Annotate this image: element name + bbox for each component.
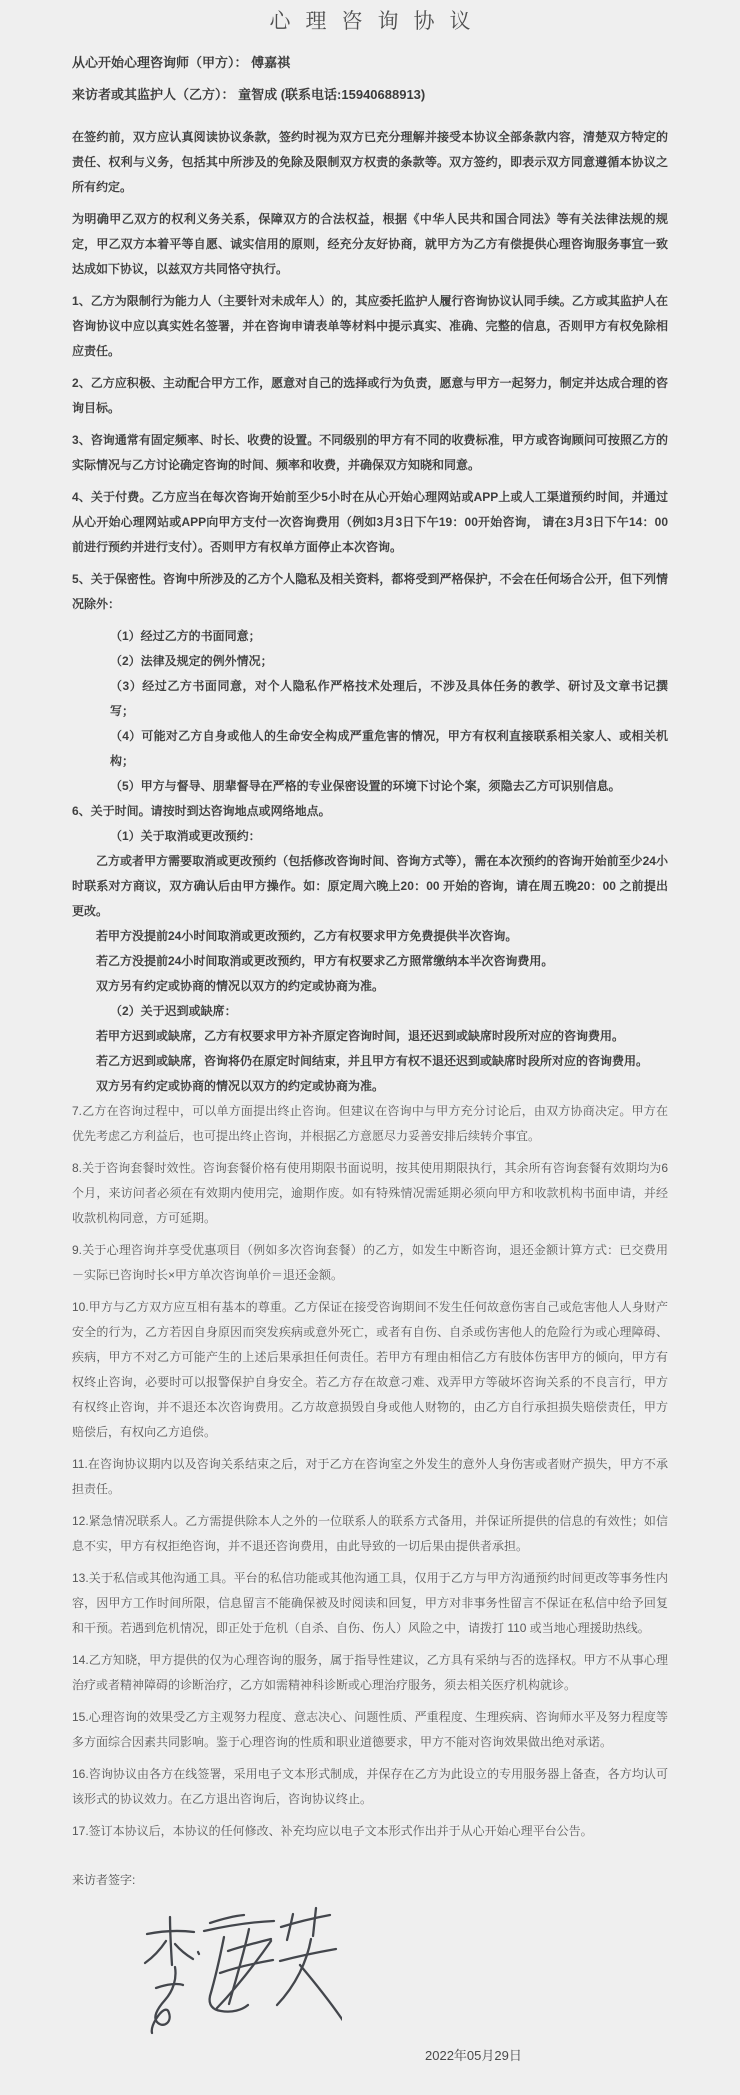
list-item: （3）经过乙方书面同意，对个人隐私作严格技术处理后，不涉及具体任务的教学、研讨及文章书记撰写； <box>110 679 668 718</box>
clause-6-sub2-line: 若甲方迟到或缺席，乙方有权要求甲方补齐原定咨询时间，退还迟到或缺席时段所对应的咨询费用。 <box>96 1029 625 1043</box>
signature-strokes <box>145 1908 342 2033</box>
clause-paragraph: 17.签订本协议后，本协议的任何修改、补充均应以电子文本形式作出并于从心开始心理平台公告。 <box>72 1824 593 1838</box>
clause-6-block <box>72 799 668 1099</box>
signature-label: 来访者签字: <box>72 1873 136 1887</box>
list-item: （2）法律及规定的例外情况； <box>110 654 273 668</box>
clause-paragraph: 7.乙方在咨询过程中，可以单方面提出终止咨询。但建议在咨询中与甲方充分讨论后，由双方协商决定。甲方在优先考虑乙方利益后，也可提出终止咨询，并根据乙方意愿尽力妥善安排后续转介事宜。 <box>72 1104 668 1143</box>
party-b-line: 来访者或其监护人（乙方）： 童智成 (联系电话:15940688913) <box>72 87 426 102</box>
clause-6-sub2-line: 若乙方迟到或缺席，咨询将仍在原定时间结束，并且甲方有权不退还迟到或缺席时段所对应的咨询费用。 <box>96 1054 649 1068</box>
clause-paragraph: 1、乙方为限制行为能力人（主要针对未成年人）的，其应委托监护人履行咨询协议认同手续。乙方或其监护人在咨询协议中应以真实姓名签署，并在咨询申请表单等材料中提示真实、准确、完整的信息，否则甲方有权免除相应责任。 <box>72 294 668 358</box>
clause-6-sub1-paragraph: 乙方或者甲方需要取消或更改预约（包括修改咨询时间、咨询方式等），需在本次预约的咨询开始前至少24小时联系对方商议，双方确认后由甲方操作。如：原定周六晚上20：00 开始的咨询，请在周五晚20：00 之前提出更改。 <box>72 854 668 918</box>
clause-6-sub1-line: 若甲方没提前24小时间取消或更改预约，乙方有权要求甲方免费提供半次咨询。 <box>96 929 518 943</box>
list-item: （1）经过乙方的书面同意； <box>110 629 261 643</box>
clause-paragraph: 4、关于付费。乙方应当在每次咨询开始前至少5小时在从心开始心理网站或APP上或人工渠道预约时间，并通过从心开始心理网站或APP向甲方支付一次咨询费用（例如3月3日下午19：00开始咨询， 请在3月3日下午14：00前进行预约并进行支付）。否则甲方有权单方面停止本次咨询。 <box>72 490 668 554</box>
clause-6-sub1-line: 双方另有约定或协商的情况以双方的约定或协商为准。 <box>96 979 385 993</box>
signature-handwriting <box>130 1901 342 2049</box>
clause-6-sub2-head: （2）关于迟到或缺席： <box>110 1004 237 1018</box>
page-title: 心理咨询协议 <box>269 10 486 33</box>
clause-paragraph: 9.关于心理咨询并享受优惠项目（例如多次咨询套餐）的乙方，如发生中断咨询，退还金额计算方式：已交费用－实际已咨询时长×甲方单次咨询单价＝退还金额。 <box>72 1243 668 1282</box>
clause-paragraph: 16.咨询协议由各方在线签署，采用电子文本形式制成，并保存在乙方为此设立的专用服务器上备查，各方均认可该形式的协议效力。在乙方退出咨询后，咨询协议终止。 <box>72 1767 668 1806</box>
clause-paragraph: 2、乙方应积极、主动配合甲方工作，愿意对自己的选择或行为负责，愿意与甲方一起努力，制定并达成合理的咨询目标。 <box>72 376 668 415</box>
clause-5-head: 5、关于保密性。咨询中所涉及的乙方个人隐私及相关资料，都将受到严格保护，不会在任何场合公开，但下列情况除外： <box>72 572 668 611</box>
clause-paragraph: 12.紧急情况联系人。乙方需提供除本人之外的一位联系人的联系方式备用，并保证所提供的信息的有效性；如信息不实，甲方有权拒绝咨询，并不退还咨询费用，由此导致的一切后果由提供者承担。 <box>72 1514 668 1553</box>
clause-paragraph: 13.关于私信或其他沟通工具。平台的私信功能或其他沟通工具，仅用于乙方与甲方沟通预约时间更改等事务性内容，因甲方工作时间所限，信息留言不能确保被及时阅读和回复，甲方对非事务性留言不保证在私信中给予回复和干预。若遇到危机情况，即正处于危机（自杀、自伤、伤人）风险之中，请拨打 110 或当地心理援助热线。 <box>72 1571 668 1635</box>
clause-paragraph: 11.在咨询协议期内以及咨询关系结束之后，对于乙方在咨询室之外发生的意外人身伤害或者财产损失，甲方不承担责任。 <box>72 1457 668 1496</box>
document-date: 2022年05月29日 <box>425 2048 522 2063</box>
list-item: （5）甲方与督导、朋辈督导在严格的专业保密设置的环境下讨论个案，须隐去乙方可识别信息。 <box>110 779 621 793</box>
clause-6-sub2-line: 双方另有约定或协商的情况以双方的约定或协商为准。 <box>96 1079 385 1093</box>
party-a-line: 从心开始心理咨询师（甲方）： 傅嘉祺 <box>72 55 291 70</box>
clause-paragraph: 14.乙方知晓，甲方提供的仅为心理咨询的服务，属于指导性建议，乙方具有采纳与否的选择权。甲方不从事心理治疗或者精神障碍的诊断治疗，乙方如需精神科诊断或心理治疗服务，须去相关医疗机构就诊。 <box>72 1653 668 1692</box>
clause-6-head: 6、关于时间。请按时到达咨询地点或网络地点。 <box>72 804 331 818</box>
clause-6-sub1-head: （1）关于取消或更改预约： <box>110 829 261 843</box>
clause-paragraph: 15.心理咨询的效果受乙方主观努力程度、意志决心、问题性质、严重程度、生理疾病、咨询师水平及努力程度等多方面综合因素共同影响。鉴于心理咨询的性质和职业道德要求，甲方不能对咨询效果做出绝对承诺。 <box>72 1710 668 1749</box>
intro-paragraph: 在签约前，双方应认真阅读协议条款，签约时视为双方已充分理解并接受本协议全部条款内容，清楚双方特定的责任、权利与义务，包括其中所涉及的免除及限制双方权责的条款等。双方签约，即表示双方同意遵循本协议之所有约定。 <box>72 130 668 194</box>
list-item: （4）可能对乙方自身或他人的生命安全构成严重危害的情况，甲方有权利直接联系相关家人、或相关机构； <box>110 729 668 768</box>
clause-5-exceptions-list <box>72 624 668 799</box>
clause-6-sub1-line: 若乙方没提前24小时间取消或更改预约，甲方有权要求乙方照常缴纳本半次咨询费用。 <box>96 954 554 968</box>
clause-paragraph: 8.关于咨询套餐时效性。咨询套餐价格有使用期限书面说明，按其使用期限执行，其余所有咨询套餐有效期均为6个月，来访问者必须在有效期内使用完，逾期作废。如有特殊情况需延期必须向甲方和收款机构书面申请，并经收款机构同意，方可延期。 <box>72 1161 668 1225</box>
clause-paragraph: 3、咨询通常有固定频率、时长、收费的设置。不同级别的甲方有不同的收费标准，甲方或咨询顾问可按照乙方的实际情况与乙方讨论确定咨询的时间、频率和收费，并确保双方知晓和同意。 <box>72 433 668 472</box>
clause-paragraph: 10.甲方与乙方双方应互相有基本的尊重。乙方保证在接受咨询期间不发生任何故意伤害自己或危害他人人身财产安全的行为，乙方若因自身原因而突发疾病或意外死亡，或者有自伤、自杀或伤害他人的危险行为或心理障碍、疾病，甲方不对乙方可能产生的上述后果承担任何责任。若甲方有理由相信乙方有肢体伤害甲方的倾向，甲方有权终止咨询，必要时可以报警保护自身安全。若乙方存在故意刁难、戏弄甲方等破坏咨询关系的不良言行，甲方有权终止咨询，并不退还本次咨询费用。乙方故意损毁自身或他人财物的，由乙方自行承担损失赔偿责任，甲方赔偿后，有权向乙方追偿。 <box>72 1300 668 1439</box>
intro-paragraph: 为明确甲乙双方的权利义务关系，保障双方的合法权益，根据《中华人民共和国合同法》等有关法律法规的规定，甲乙双方本着平等自愿、诚实信用的原则，经充分友好协商，就甲方为乙方有偿提供心理咨询服务事宜一致达成如下协议，以兹双方共同恪守执行。 <box>72 212 668 276</box>
